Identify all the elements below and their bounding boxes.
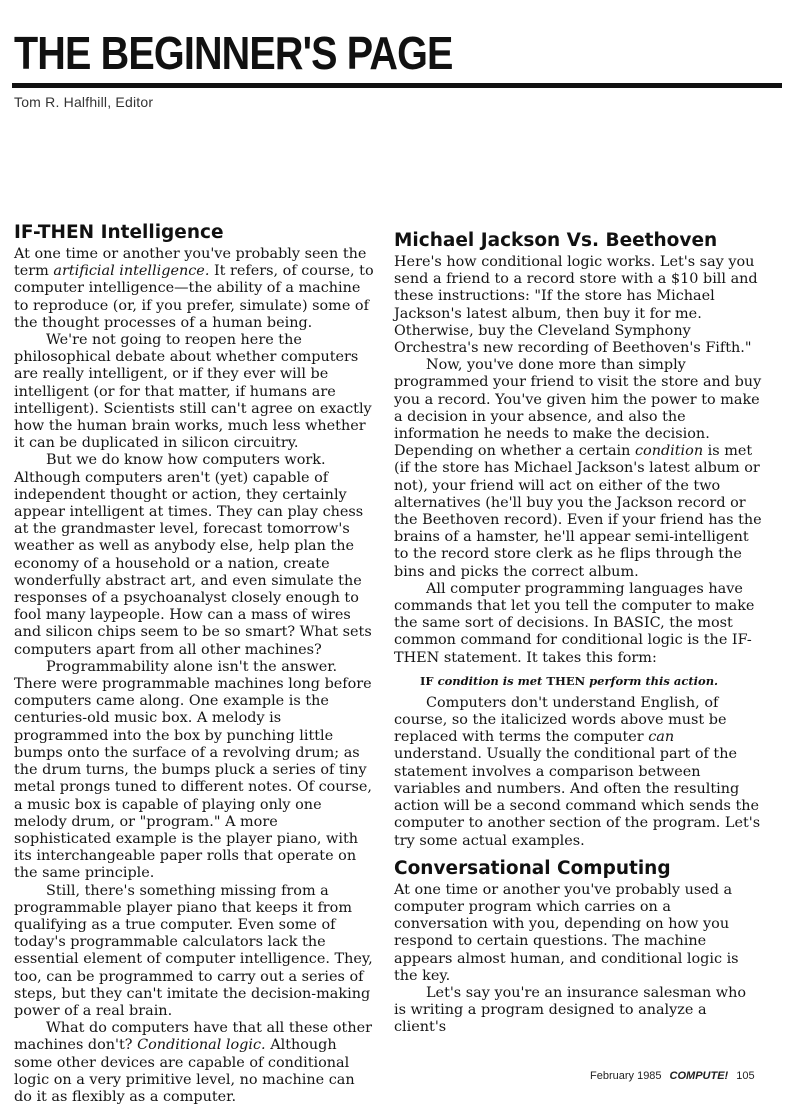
paragraph: [14, 246, 376, 332]
code-placeholder: perform this action.: [589, 673, 719, 688]
right-column: [394, 222, 762, 1037]
section-heading-if-then: IF-THEN Intelligence: [14, 222, 224, 243]
section-heading-conversational: Conversational Computing: [394, 857, 671, 879]
left-column: [14, 222, 376, 1106]
emphasis: condition: [634, 443, 704, 460]
emphasis: artificial intelligence.: [53, 263, 210, 280]
editor-byline: Tom R. Halfhill, Editor: [14, 94, 154, 110]
paragraph: [394, 695, 762, 850]
paragraph: All computer programming languages have commands that let you tell the computer to make the same sort of decisions. In BASIC, the most common command for conditional logic is the IF-THEN statement. It takes this form:: [394, 580, 755, 666]
page-title: THE BEGINNER'S PAGE: [14, 27, 453, 79]
keyword: IF: [420, 673, 434, 688]
page-footer: [590, 1070, 755, 1082]
text-run: Computers don't understand English, of course, so the italicized words above must be replaced with terms the computer: [394, 694, 727, 746]
keyword: THEN: [546, 673, 586, 688]
paragraph: Here's how conditional logic works. Let's say you send a friend to a record store with a $10 bill and these instructions: "If the store has Michael Jackson's latest album, then buy it for me. Otherwise, buy the Cleveland Symphony Orchestra's new recording of Beethoven's Fifth.": [394, 254, 758, 357]
paragraph: Programmability alone isn't the answer. There were programmable machines long before computers came along. One example is the centuries-old music box. A melody is programmed into the box by punching little bumps onto the surface of a revolving drum; as the drum turns, the bumps pluck a series of tiny metal prongs tuned to different notes. Of course, a music box is capable of playing only one melody drum, or "program." A more sophisticated example is the player piano, with its interchangeable paper rolls that operate on the same principle.: [14, 658, 372, 882]
text-run: What do computers have that all these other machines don't?: [14, 1020, 373, 1054]
text-run: understand. Usually the conditional part of the statement involves a comparison between variables and numbers. And often the resulting action will be a second command which sends the computer to another section of the program. Let's try some actual examples.: [394, 746, 761, 849]
text-run: Although some other devices are capable of conditional logic on a very primitive level, no machine can do it as flexibly as a computer.: [14, 1037, 355, 1105]
code-placeholder: condition is met: [437, 673, 543, 688]
paragraph: But we do know how computers work. Although computers aren't (yet) capable of independent thought or action, they certainly appear intelligent at times. They can play chess at the grandmaster level, forecast tomorrow's weather as well as anybody else, help plan the economy of a household or a nation, create wonderfully abstract art, and even simulate the responses of a psychoanalyst closely enough to fool many laypeople. How can a mass of wires and silicon chips seem to be so smart? What sets computers apart from all other machines?: [14, 452, 372, 658]
text-run: Now, you've done more than simply programmed your friend to visit the store and buy you a record. You've given him the power to make a decision in your absence, and also the information he needs to make the decision. Depending on whether a certain: [394, 357, 762, 460]
paragraph: Let's say you're an insurance salesman who is writing a program designed to analyze a client's: [394, 984, 747, 1036]
magazine-name: COMPUTE!: [669, 1070, 729, 1082]
page-number: 105: [736, 1070, 755, 1082]
emphasis: can: [648, 729, 675, 746]
text-run: is met (if the store has Michael Jackson's latest album or not), your friend will act on either of the two alternatives (he'll buy you the Jackson record or the Beethoven record). Even if your friend has the brains of a hamster, he'll appear semi-intelligent to the record store clerk as he flips through the bins and picks the correct album.: [394, 443, 762, 580]
issue-date: February 1985: [590, 1070, 662, 1082]
paragraph: [14, 1020, 376, 1106]
paragraph: [394, 357, 762, 581]
emphasis: Conditional logic.: [137, 1037, 266, 1054]
paragraph: We're not going to reopen here the philosophical debate about whether computers are really intelligent, or if they ever will be intelligent (or for that matter, if humans are intelligent). Scientists still can't agree on exactly how the human brain works, much less whether it can be duplicated in silicon circuitry.: [14, 332, 372, 452]
title-rule: [12, 83, 782, 88]
paragraph: At one time or another you've probably used a computer program which carries on a conversation with you, depending on how you respond to certain questions. The machine appears almost human, and conditional logic is the key.: [394, 881, 739, 984]
paragraph: Still, there's something missing from a programmable player piano that keeps it from qualifying as a true computer. Even some of today's programmable calculators lack the essential element of computer intelligence. They, too, can be programmed to carry out a series of steps, but they can't imitate the decision-making power of a real brain.: [14, 882, 373, 1019]
section-heading-michael-jackson: Michael Jackson Vs. Beethoven: [394, 230, 718, 251]
code-example: [420, 673, 762, 689]
text-run: At one time or another you've probably seen the term: [14, 246, 367, 280]
text-run: It refers, of course, to computer intelligence—the ability of a machine to reproduce (or, if you prefer, simulate) some of the thought processes of a human being.: [14, 263, 374, 331]
